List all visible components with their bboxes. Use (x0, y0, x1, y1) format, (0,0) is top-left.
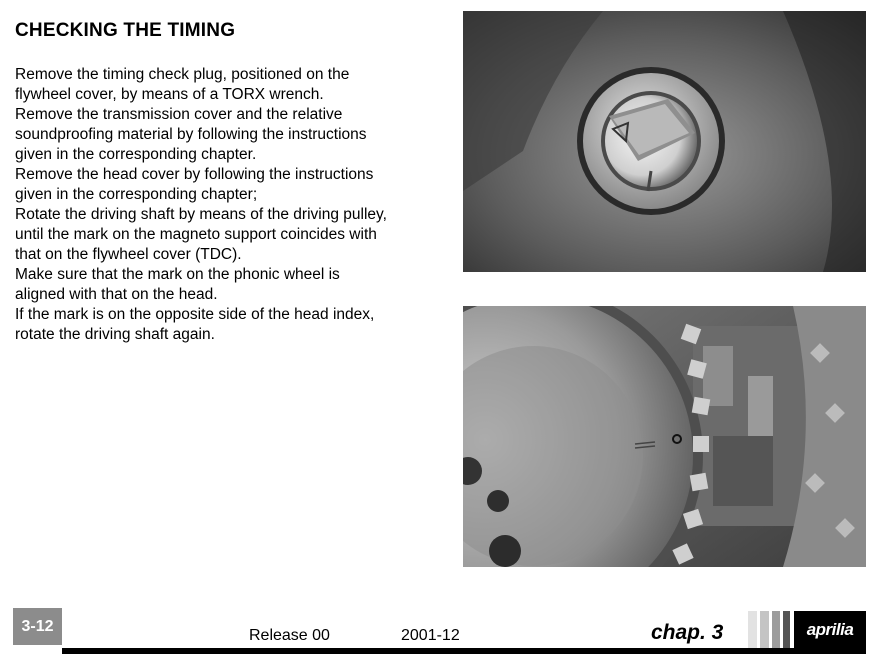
instruction-line: flywheel cover, by means of a TORX wrench. (15, 86, 324, 103)
instruction-line: soundproofing material by following the instructions (15, 126, 367, 143)
page-title: CHECKING THE TIMING (15, 20, 236, 41)
aprilia-logo: aprilia (794, 611, 866, 648)
instruction-line: If the mark is on the opposite side of the head index, (15, 306, 375, 323)
instruction-line: given in the corresponding chapter. (15, 146, 257, 163)
release-date: 2001-12 (401, 627, 460, 644)
instruction-line: rotate the driving shaft again. (15, 326, 215, 343)
instruction-line: Make sure that the mark on the phonic wheel is (15, 266, 340, 283)
instruction-line: Remove the timing check plug, positioned on the (15, 66, 350, 83)
page-number: 3-12 (13, 608, 62, 645)
instruction-line: until the mark on the magneto support coincides with (15, 226, 377, 243)
release-label: Release 00 (249, 627, 330, 644)
instructions-text (15, 65, 435, 345)
instruction-line: Rotate the driving shaft by means of the driving pulley, (15, 206, 387, 223)
instruction-line: aligned with that on the head. (15, 286, 218, 303)
footer-rule (62, 648, 866, 654)
instruction-line: given in the corresponding chapter; (15, 186, 258, 203)
chapter-label: chap. 3 (651, 621, 724, 644)
phonic-wheel-mark-photo (463, 306, 866, 567)
instruction-line: Remove the transmission cover and the relative (15, 106, 343, 123)
instruction-line: Remove the head cover by following the instructions (15, 166, 374, 183)
timing-check-plug-photo (463, 11, 866, 272)
instruction-line: that on the flywheel cover (TDC). (15, 246, 242, 263)
